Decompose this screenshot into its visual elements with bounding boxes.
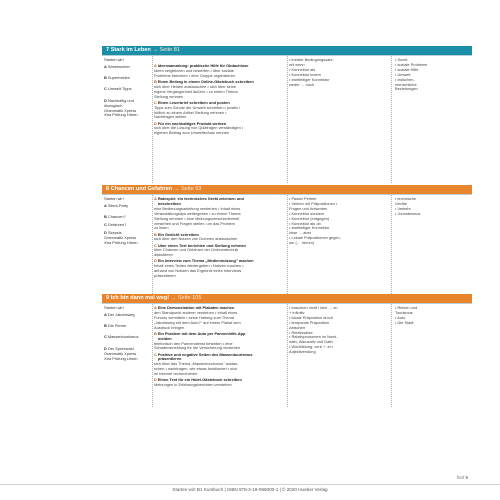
vocabulary-item: Beziehungen — [395, 87, 418, 92]
lesson-item — [154, 64, 287, 79]
vocabulary-item: Tourismus — [395, 310, 413, 315]
communication-column — [154, 306, 287, 389]
section-label: Starten wir! — [104, 58, 124, 62]
page-number: fünf 5 — [456, 475, 468, 480]
vocabulary-item: • technische — [395, 197, 417, 201]
lesson-line: telefonisch den Pannendienst bestellen • eine — [154, 341, 233, 346]
grammar-item: • zweiteiliger Konnektor — [289, 77, 330, 82]
vocabulary-item: • soziale Probleme — [395, 62, 428, 67]
section-label: Starten wir! — [104, 197, 124, 201]
lesson-title: DEin Interview zum Thema „Mediennutzung" machen — [154, 259, 254, 264]
lesson-title: ARatespiel: ein technisches Gerät zeichnen und — [154, 197, 244, 201]
section-label: C Umwelt-Tipps — [104, 86, 132, 92]
grammar-column — [289, 306, 389, 355]
grammar-item: • Konnektor als ob — [289, 221, 321, 226]
grammar-item: • Konnektor sondern — [289, 211, 325, 216]
vocabulary-item: • Verkehr — [395, 206, 411, 211]
chapter-page-ref: → Seite 93 — [173, 186, 202, 192]
lesson-item — [154, 197, 287, 231]
section-label: C Massentourismus — [104, 334, 139, 340]
section-label: B Die Panne — [104, 323, 127, 329]
section-label: Xtra Prüfung Hören — [104, 112, 138, 118]
section-label: A Silent-Party — [104, 202, 129, 208]
section-label: B Superhelden — [104, 75, 130, 81]
grammar-item: • Passiv Perfekt — [289, 197, 317, 201]
chapter-number: 9 — [106, 295, 110, 301]
grammar-item: • Konnektor (entgegen) — [289, 216, 330, 221]
lesson-item — [154, 233, 287, 243]
lesson-line: Ausdruck bringen — [154, 325, 185, 330]
lesson-item — [154, 353, 287, 378]
grammar-item: mit wenn — [289, 62, 305, 67]
section-label: C Gefahren? — [104, 222, 127, 228]
chapter-page-ref: → Seite 81 — [152, 47, 181, 53]
lesson-line: Meinungen in Erfahrungsberichten verstehen — [154, 383, 232, 388]
column-divider — [287, 195, 288, 294]
lesson-line: sich über das Thema „Massentourismus" austau- — [154, 362, 239, 367]
column-divider — [391, 195, 392, 294]
section-label: D Nachhaltig und — [104, 97, 134, 103]
section-list — [104, 197, 152, 246]
section-list — [104, 306, 152, 361]
lesson-title-continued: melden — [158, 336, 172, 341]
lesson-title: CPositive und negative Seiten des Massentourismus — [154, 352, 253, 357]
chapter-9 — [102, 294, 472, 407]
chapter-body — [102, 303, 472, 407]
section-label: B Chancen? — [104, 214, 126, 220]
lesson-title-continued: beschreiben — [158, 201, 181, 206]
lesson-line: Stellung nehmen • eine Meinungsverschiedenheit — [154, 216, 240, 221]
chapter-8 — [102, 185, 472, 294]
lesson-title: BEin Gedicht schreiben — [154, 232, 199, 237]
chapter-title: Ich bin dann mal weg! — [110, 295, 170, 301]
vocabulary-item: • Auto — [395, 315, 406, 320]
lesson-line: zu lösen — [154, 226, 169, 231]
grammar-item: • Wortbildung: verb + -el • — [289, 345, 334, 350]
grammar-item: • brauchen nicht / kein … zu — [289, 306, 338, 310]
grammar-column — [289, 197, 389, 246]
lesson-line: Tipps zum Schutz der Umwelt schreiben • positiv / — [154, 105, 241, 110]
lesson-line: präsentieren — [154, 274, 176, 279]
lesson-item — [154, 122, 287, 137]
grammar-item: • Relativsätze — [289, 330, 313, 335]
vocabulary-item: • Journalismus — [395, 211, 421, 216]
vocabulary-item: • zwischen- — [395, 77, 415, 82]
vocabulary-item: menschliche — [395, 82, 417, 87]
chapter-header — [102, 185, 472, 194]
footer-divider — [0, 484, 500, 485]
lesson-item — [154, 306, 287, 331]
lesson-line: Inhalt eines Textes wiedergeben • Notizen machen • — [154, 264, 244, 269]
lesson-line: diskutieren — [154, 253, 173, 258]
lesson-line: Veranstaltungstips weitergeben • zu einem Thema — [154, 211, 241, 216]
section-label: D Der Spreewald — [104, 345, 134, 351]
grammar-item: • Verben mit Präpositionen • — [289, 201, 338, 206]
column-divider — [152, 195, 153, 294]
lesson-line: im Internet recherchieren — [154, 372, 198, 377]
grammar-item: Fragen und Antworten — [289, 206, 328, 211]
column-divider — [391, 56, 392, 183]
lesson-line: verstehen und Fragen stellen, um das Problem — [154, 221, 235, 226]
grammar-item: zwischen — [289, 325, 306, 330]
lesson-line: Ideen vergleichen und bewerten • über soziale — [154, 68, 234, 73]
grammar-item: weder … noch — [289, 82, 315, 87]
chapter-number: 8 — [106, 186, 110, 192]
vocabulary-item: • Reisen und — [395, 306, 418, 310]
vocabulary-column — [395, 197, 471, 217]
vocabulary-column — [395, 58, 471, 92]
column-divider — [391, 304, 392, 407]
grammar-item: • Konnektor als — [289, 67, 316, 72]
section-label: Grammatik Xpress — [104, 107, 137, 113]
grammar-item: um (… herum) — [289, 241, 315, 246]
lesson-line: über Chancen und Gefahren der Drohnentechnik — [154, 248, 239, 253]
column-divider — [287, 304, 288, 407]
lesson-line: Forums vermitteln • seine Haltung zum Thema — [154, 315, 234, 320]
vocabulary-item: • soziale Hilfe — [395, 67, 419, 72]
lesson-item — [154, 101, 287, 121]
communication-column — [154, 197, 287, 280]
column-divider — [152, 56, 153, 183]
lesson-line: sich über den Nutzen von Drohnen austauschen — [154, 237, 238, 242]
grammar-item: • temporale Präposition — [289, 320, 330, 325]
section-label: D Skepsis — [104, 230, 122, 236]
lesson-line: anhand von Notizen das Ergebnis eines Interviews — [154, 269, 242, 274]
vocabulary-item: • Sucht — [395, 58, 408, 62]
lesson-item — [154, 80, 287, 100]
lesson-line: sich über Helden austauschen • sich über seine — [154, 84, 237, 89]
section-list — [104, 58, 152, 118]
lesson-title: DEinen Text für ein Hotel-Gästebuch schreiben — [154, 378, 242, 383]
chapter-header — [102, 294, 472, 303]
lesson-item — [154, 332, 287, 352]
lesson-title: AEine Demonstration mit Plakaten machen — [154, 306, 235, 310]
lesson-line: sich über die Lösung von Quizfragen verständigen • — [154, 126, 244, 131]
grammar-item: nativ, Akkusativ und Dativ — [289, 340, 334, 345]
lesson-title: BEinen Beitrag in einem Online-Gästebuch schreiben — [154, 79, 254, 84]
column-divider — [152, 304, 153, 407]
chapter-title: Chancen und Gefahren — [110, 186, 173, 192]
chapter-header — [102, 46, 472, 55]
lesson-line: Probleme berichten • eine Gruppe organisieren — [154, 73, 236, 78]
section-label: A Der Jakobsweg — [104, 311, 135, 317]
section-label: Xtra Prüfung Hören — [104, 240, 138, 246]
chapter-body — [102, 194, 472, 294]
grammar-item: • lokale Präposition durch — [289, 315, 333, 320]
lesson-line: höflich zu einem Artikel Stellung nehmen • — [154, 110, 227, 115]
lesson-title: BEin Problem mit dem Auto per Pannenhilfe-App — [154, 331, 246, 336]
section-label: Xtra Prüfung Lesen — [104, 355, 138, 361]
section-label: Grammatik Xpress — [104, 350, 137, 356]
lesson-line: Nachfragen stellen — [154, 115, 187, 120]
lesson-line: Stellung nehmen — [154, 94, 184, 99]
grammar-item: Adjektivendung — [289, 350, 316, 355]
grammar-item: zwar … aber — [289, 231, 312, 236]
grammar-item: • irrealer Bedingungssatz: — [289, 58, 334, 62]
grammar-item: • Relativpronomen im Nomi- — [289, 335, 338, 340]
lesson-item — [154, 378, 287, 388]
vocabulary-column — [395, 306, 471, 326]
lesson-title: CEinen Leserbrief schreiben und posten — [154, 100, 230, 105]
column-divider — [287, 56, 288, 183]
lesson-line: schen • nachfragen, wie etwas funktioniert • sich — [154, 367, 238, 372]
footer-imprint: Starten wir! B1 Kursbuch | ISBN 978-3-19-066000-1 | © 2020 Hueber Verlag — [172, 487, 328, 492]
lesson-line: Schadensmeldung für die Versicherung verstehen — [154, 346, 241, 351]
communication-column — [154, 58, 287, 137]
lesson-title: CÜber einen Text berichten und Stellung nehmen — [154, 243, 246, 248]
lesson-title-continued: präsentieren — [158, 357, 182, 362]
grammar-item: • zweiteiliger Konnektor — [289, 226, 330, 231]
lesson-line: „Jakobsweg mit dem Auto?" auf einem Plakat zum — [154, 320, 241, 325]
section-label: ökologisch — [104, 102, 123, 108]
section-label: A Streetworker — [104, 63, 130, 69]
lesson-title: DFür ein nachhaltiges Produkt werben — [154, 121, 227, 126]
grammar-column — [289, 58, 389, 87]
lesson-line: eine Bedienungsanleitung verstehen • Inhalt eines — [154, 206, 241, 211]
grammar-item: • Konnektor indem — [289, 72, 321, 77]
lesson-title: AIdeensammlung: praktische Hilfe für Obdachlose — [154, 64, 249, 68]
vocabulary-item: Geräte — [395, 201, 407, 206]
lesson-item — [154, 259, 287, 279]
lesson-line: eigene Vergangenheit äußern • zu einem Thema — [154, 89, 238, 94]
lesson-item — [154, 244, 287, 259]
vocabulary-item: • Umwelt — [395, 72, 411, 77]
chapter-body — [102, 55, 472, 183]
grammar-item: + Infinitiv — [289, 310, 305, 315]
section-label: Starten wir! — [104, 306, 124, 310]
chapter-7 — [102, 46, 472, 183]
section-label: Grammatik Xpress — [104, 235, 137, 241]
grammar-item: • Lokale Präpositionen gegen, — [289, 236, 341, 241]
chapter-title: Stark im Leben — [110, 47, 151, 53]
lesson-line: den Standpunkt anderer verstehen • Inhalt eines — [154, 310, 238, 315]
vocabulary-item: • Die Stadt — [395, 320, 414, 325]
chapter-number: 7 — [106, 47, 110, 53]
lesson-line: eigenen Beitrag zum Umweltschutz nennen — [154, 131, 230, 136]
chapter-page-ref: → Seite 105 — [170, 295, 202, 301]
